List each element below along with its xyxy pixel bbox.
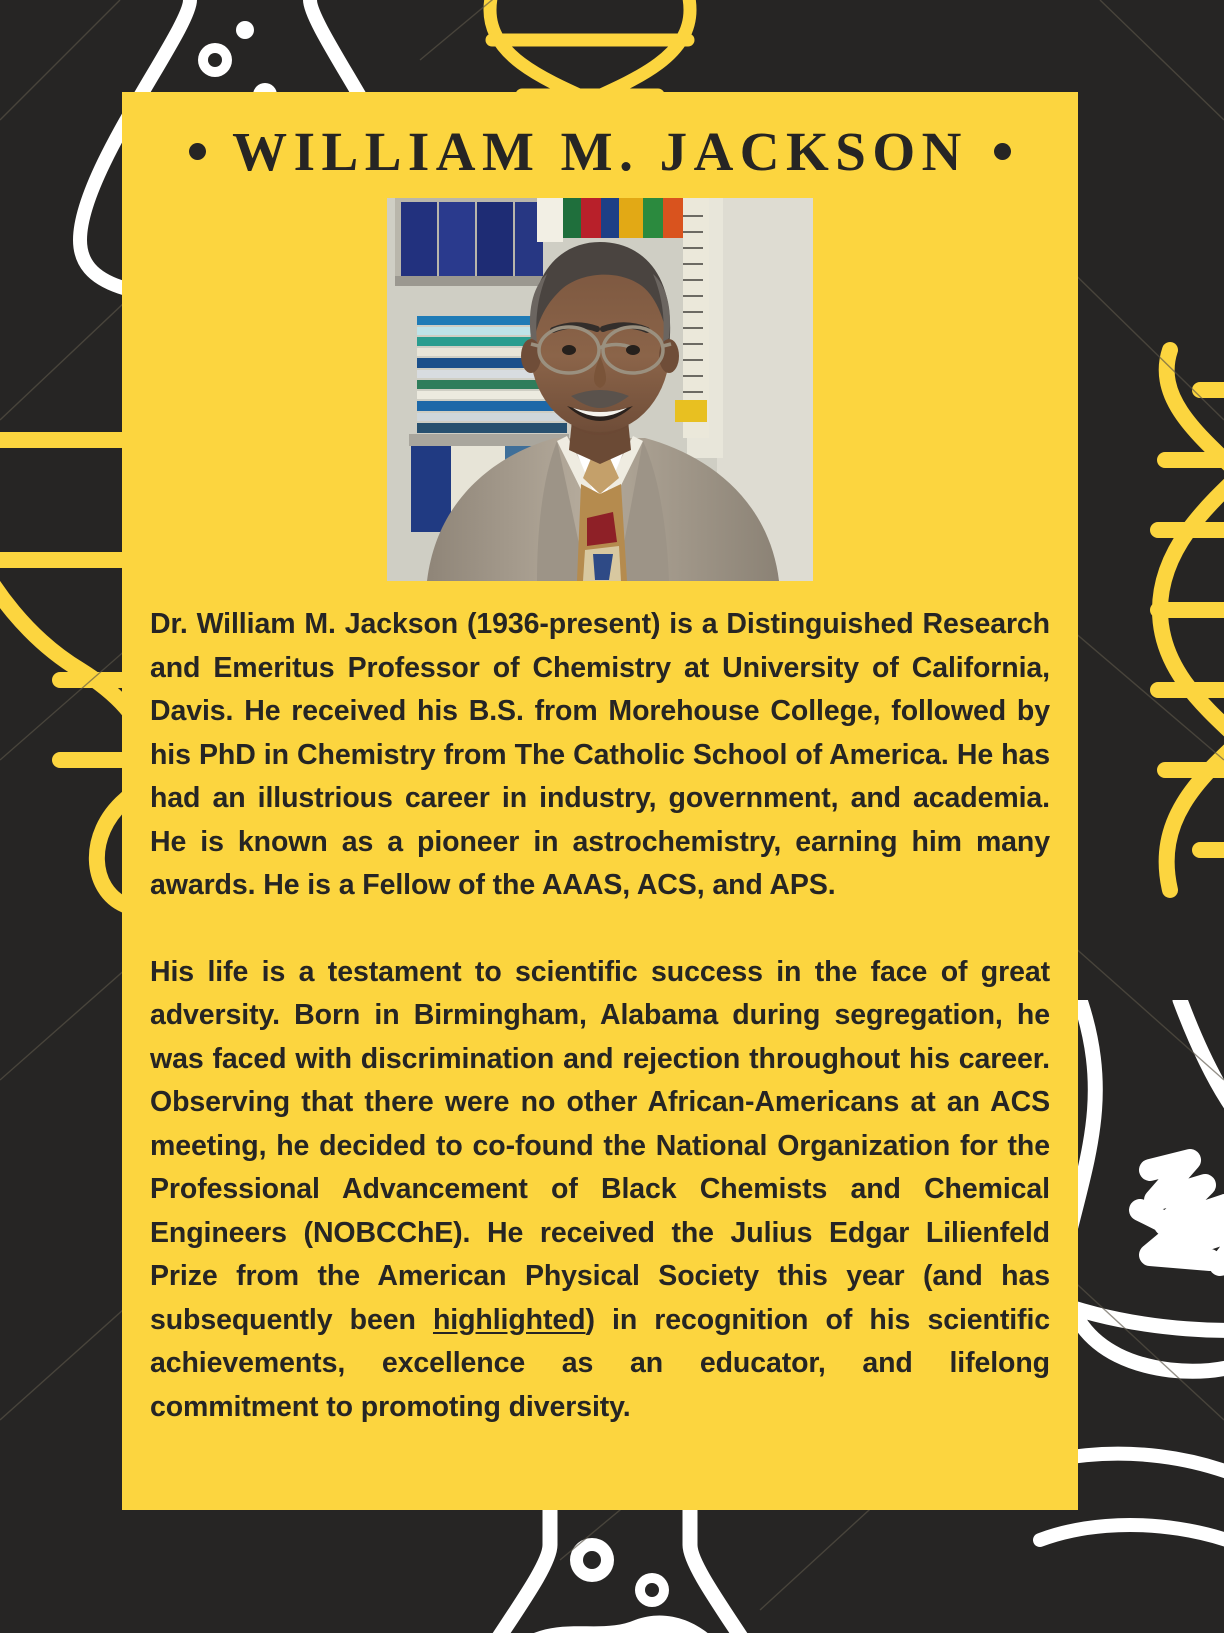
biography-paragraph-2 — [150, 951, 1050, 1430]
biography-paragraph-2-tail: ) in recognition of his scientific achievements, excellence as an educator, and lifelong commitment to promoting diversity. — [150, 1303, 1051, 1423]
biography-text — [122, 581, 1078, 1429]
bullet-dot-right-icon — [994, 143, 1011, 160]
page-title-text: WILLIAM M. JACKSON — [232, 120, 968, 182]
bullet-dot-left-icon — [189, 143, 206, 160]
biography-paragraph-1: Dr. William M. Jackson (1936-present) is a Distinguished Research and Emeritus Professor of Chemistry at University of California, Davis. He received his B.S. from Morehouse College, followed by his PhD in Chemistry from The Catholic School of America. He has had an illustrious career in industry, government, and academia. He is known as a pioneer in astrochemistry, earning him many awards. He is a Fellow of the AAAS, ACS, and APS. — [150, 608, 1050, 901]
highlighted-link[interactable]: highlighted — [432, 1303, 586, 1336]
content-card — [122, 92, 1078, 1510]
portrait-container — [122, 198, 1078, 581]
biography-paragraph-2-lead: His life is a testament to scientific success in the face of great adversity. Born in Birmingham, Alabama during segregation, he was faced with discrimination and rejection throughout his career. Observing that there were no other African-Americans at an ACS meeting, he decided to co-found the National Organization for the Professional Advancement of Black Chemists and Chemical Engineers (NOBCChE). He received the Julius Edgar Lilienfeld Prize from the American Physical Society this year (and has subsequently been — [150, 955, 1050, 1336]
portrait-photo — [387, 198, 813, 581]
page-title — [122, 92, 1078, 188]
